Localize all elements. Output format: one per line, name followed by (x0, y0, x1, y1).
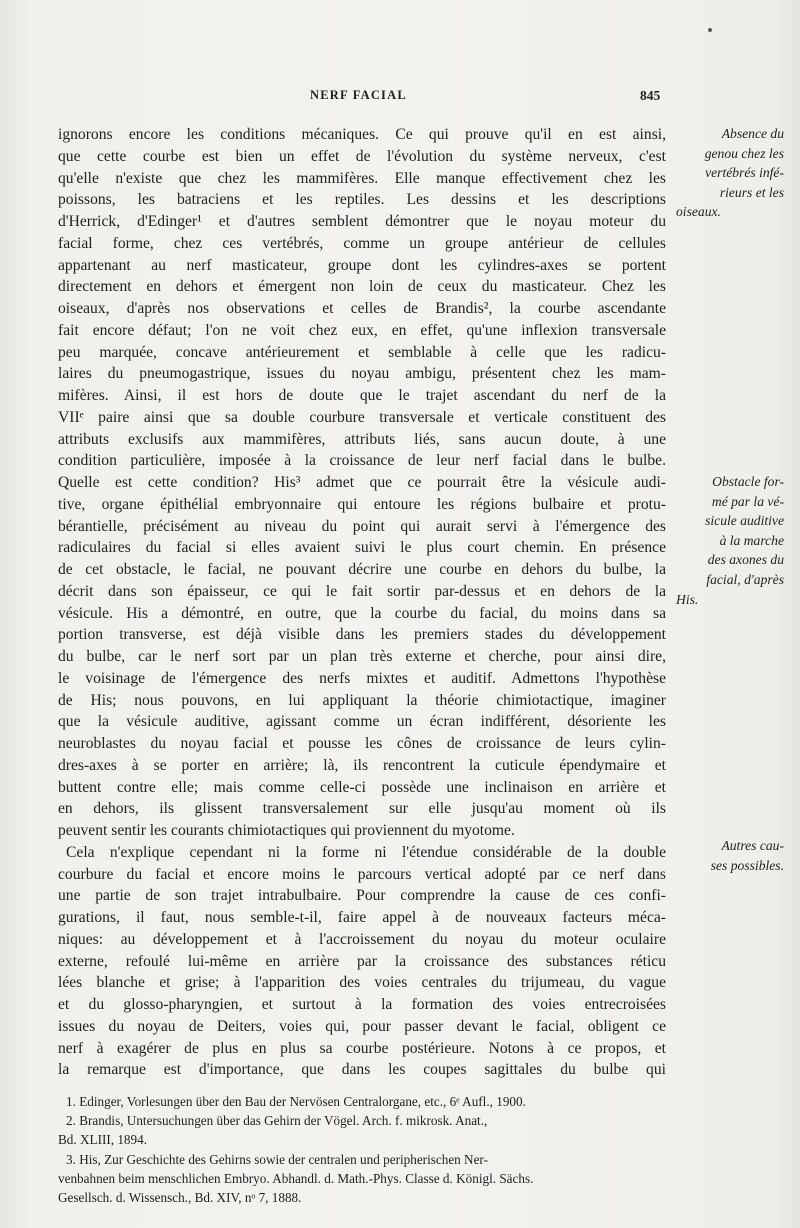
margin-note-line: genou chez les (704, 145, 784, 161)
text-line: portion transverse, est déjà visible dans les premiers stades du développement (58, 626, 666, 644)
footnote-line: Gesellsch. d. Wissensch., Bd. XIV, nᵒ 7, 1888. (58, 1190, 302, 1206)
footnote-line: 2. Brandis, Untersuchungen über das Gehirn der Vögel. Arch. f. mikrosk. Anat., (66, 1113, 488, 1129)
text-line: et du glosso-pharyngien, et surtout à la formation des voies entrecroisées (58, 996, 666, 1013)
footnote-line: Bd. XLIII, 1894. (58, 1132, 148, 1148)
margin-note-line: oiseaux. (676, 204, 721, 220)
text-line: bérantielle, précisément au niveau du point qui aurait servi à l'émergence des (58, 517, 666, 535)
text-line: ignorons encore les conditions mécaniques. Ce qui prouve qu'il en est ainsi, (58, 126, 666, 143)
text-line: laires du pneumogastrique, issues du noyau ambigu, présentent chez les mam- (58, 365, 666, 383)
text-line: neuroblastes du noyau facial et pousse les cônes de croissance de leurs cylin- (58, 735, 666, 752)
margin-note-causes (676, 836, 784, 875)
text-line: Quelle est cette condition? His³ admet que ce pourrait être la vésicule audi- (58, 474, 666, 491)
margin-note-line: des axones du (707, 552, 784, 568)
margin-note-line: Absence du (721, 126, 784, 141)
running-title: NERF FACIAL (310, 88, 407, 102)
text-line: courbure du facial et encore moins le parcours vertical adopté par ce nerf dans (58, 865, 666, 883)
text-line: condition particulière, imposée à la croissance de leur nerf facial dans le bulbe. (58, 452, 666, 470)
text-line: décrit dans son épaisseur, ce qui le fait sortir par-dessus et en dehors de la (58, 582, 666, 600)
text-line: nerf à exagérer de plus en plus sa courbe postérieure. Notons à ce propos, et (58, 1039, 666, 1057)
text-line: buttent contre elle; mais comme celle-ci possède une inclinaison en arrière et (58, 778, 666, 796)
text-line: radiculaires du facial si elles avaient suivi le plus court chemin. En présence (58, 539, 666, 557)
text-line: peu marquée, concave antérieurement et semblable à celle que les radicu- (58, 343, 666, 361)
margin-note-line: sicule auditive (705, 513, 784, 529)
page-number: 845 (640, 88, 661, 103)
text-line: poissons, les batraciens et les reptiles. Les dessins et les descriptions (58, 191, 666, 209)
text-line: fait encore défaut; l'on ne voit chez eux, en effet, qu'une inflexion transversale (58, 321, 666, 339)
text-line: en dehors, ils glissent transversalement sur elle jusqu'au moment où ils (58, 800, 666, 818)
footnote-line: venbahnen beim menschlichen Embryo. Abhandl. d. Math.-Phys. Classe d. Königl. Sächs. (58, 1170, 534, 1186)
text-line: la remarque est d'importance, que dans les coupes sagittales du bulbe qui (58, 1061, 666, 1079)
footnote-line: 3. His, Zur Geschichte des Gehirns sowie der centralen und peripherischen Ner- (66, 1151, 488, 1167)
corner-mark (708, 28, 712, 32)
text-line: issues du noyau de Deiters, voies qui, pour passer devant le facial, obligent ce (58, 1017, 666, 1035)
text-line: directement en dehors et émergent non loin de ceux du masticateur. Chez les (58, 278, 666, 296)
margin-note-line: His. (676, 591, 699, 607)
margin-note-line: mé par la vé- (711, 493, 784, 509)
margin-note-line: ses possibles. (710, 857, 784, 873)
text-line: mifères. Ainsi, il est hors de doute que le trajet ascendant du nerf de la (58, 387, 666, 404)
text-line: VIIᵉ paire ainsi que sa double courbure transversale et verticale constituent des (58, 408, 666, 426)
text-line: que cette courbe est bien un effet de l'évolution du système nerveux, c'est (58, 147, 666, 165)
margin-note-line: Autres cau- (721, 838, 784, 853)
text-line: qu'elle n'existe que chez les mammifères. Elle manque effectivement chez les (58, 169, 666, 187)
text-line: externe, refoulé lui-même en arrière par la croissance des substances réticu (58, 952, 666, 970)
margin-note-absence (676, 124, 784, 222)
margin-note-line: facial, d'après (706, 571, 784, 587)
text-line: facial forme, chez ces vertébrés, comme un groupe antérieur de cellules (58, 234, 666, 252)
margin-note-line: à la marche (719, 532, 784, 548)
text-line: gurations, il faut, nous semble-t-il, faire appel à de nouveaux facteurs méca- (58, 909, 666, 926)
main-text (58, 124, 666, 1081)
text-line: une partie de son trajet intrabulbaire. Pour comprendre la cause de ces confi- (58, 887, 666, 905)
margin-note-line: rieurs et les (719, 184, 784, 200)
margin-note-line: Obstacle for- (712, 474, 784, 489)
margin-note-obstacle (676, 472, 784, 609)
footnotes (58, 1092, 666, 1207)
text-line: lées blanche et grise; à l'apparition des voies centrales du trijumeau, du vague (58, 974, 666, 992)
text-line: de cet obstacle, le facial, ne pouvant décrire une courbe en dehors du bulbe, la (58, 561, 666, 578)
text-line: le voisinage de l'émergence des nerfs mixtes et auditif. Admettons l'hypothèse (58, 669, 666, 687)
text-line: peuvent sentir les courants chimiotactiques qui proviennent du myotome. (58, 822, 515, 839)
text-line: oiseaux, d'après nos observations et celles de Brandis², la courbe ascendante (58, 300, 666, 317)
text-line: du bulbe, car le nerf sort par un plan très externe et cherche, pour ainsi dire, (58, 648, 666, 665)
text-line: niques: au développement et à l'accroissement du noyau du moteur oculaire (58, 930, 666, 948)
text-line: que la vésicule auditive, agissant comme un écran indifférent, désoriente les (58, 713, 666, 731)
text-line: appartenant au nerf masticateur, groupe dont les cylindres-axes se portent (58, 256, 666, 274)
footnote-line: 1. Edinger, Vorlesungen über den Bau der Nervösen Centralorgane, etc., 6ᵉ Aufl., 1900. (66, 1094, 526, 1109)
running-header (0, 88, 800, 108)
text-line: d'Herrick, d'Edinger¹ et d'autres semblent démontrer que le noyau moteur du (58, 213, 666, 230)
text-line: attributs exclusifs aux mammifères, attributs liés, sans aucun doute, à une (58, 430, 666, 448)
margin-note-line: vertébrés infé- (705, 165, 784, 181)
text-line: dres-axes à se porter en arrière; là, ils rencontrent la cuticule épendymaire et (58, 756, 666, 774)
text-line: de His; nous pouvons, en lui appliquant la théorie chimiotactique, imaginer (58, 691, 666, 709)
text-line: vésicule. His a démontré, en outre, que la courbe du facial, du moins dans sa (58, 604, 666, 622)
text-line: Cela n'explique cependant ni la forme ni l'étendue considérable de la double (66, 843, 666, 861)
text-line: tive, organe épithélial embryonnaire qui entoure les régions bulbaire et protu- (58, 495, 666, 513)
